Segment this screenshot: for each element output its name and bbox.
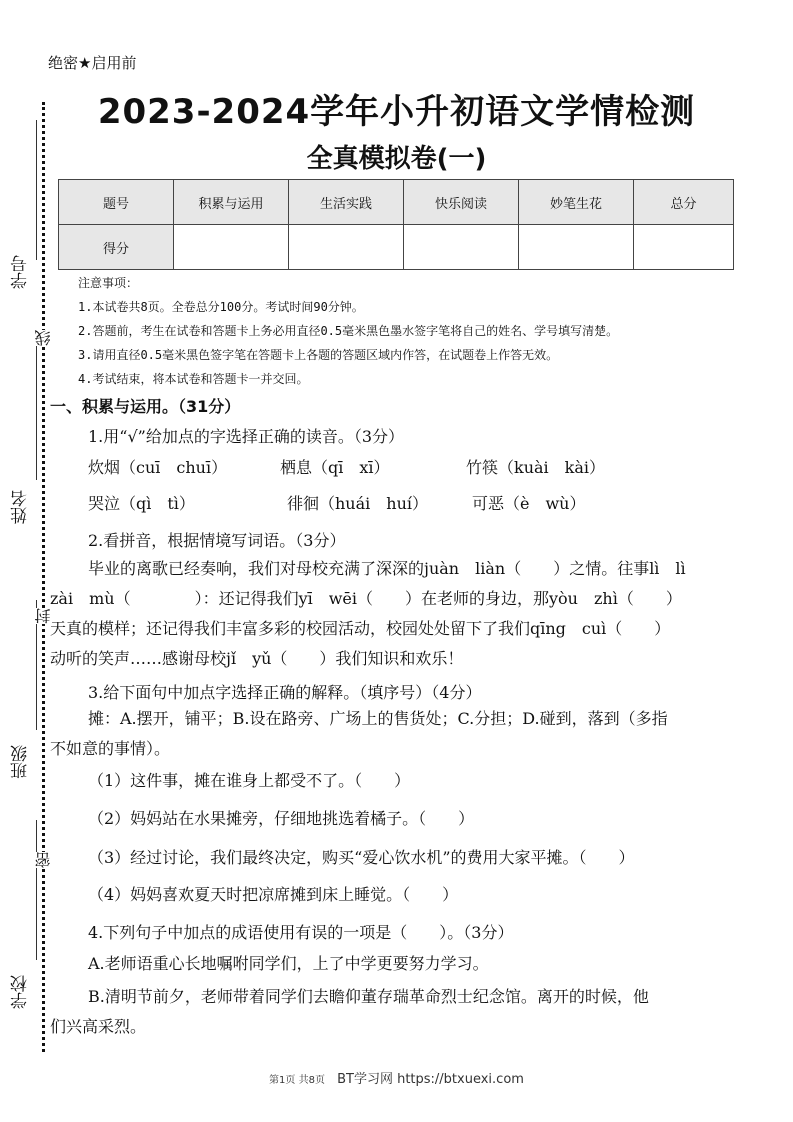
score-table-score-row <box>59 225 734 270</box>
q3-definitions-cont: 不如意的事情）。 <box>50 739 171 758</box>
q1-item: 可恶（è wù） <box>472 494 586 513</box>
q1-prompt: 1.用“√”给加点的字选择正确的读音。（3分） <box>88 427 405 446</box>
score-header-cell: 快乐阅读 <box>404 180 519 225</box>
secret-mark: 绝密★启用前 <box>48 54 137 72</box>
q1-item: 竹筷（kuài kài） <box>466 458 606 477</box>
score-table-header-row <box>59 180 734 225</box>
section-heading: 一、积累与运用。（31分） <box>50 397 241 416</box>
score-header-cell: 生活实践 <box>289 180 404 225</box>
score-table <box>58 179 734 270</box>
q1-item: 徘徊（huái huí） <box>287 494 428 513</box>
score-row-label: 得分 <box>59 225 174 270</box>
q2-line: 动听的笑声……感谢母校jǐ yǔ（ ）我们知识和欢乐！ <box>50 649 464 668</box>
score-header-cell: 积累与运用 <box>174 180 289 225</box>
q2-line: 毕业的离歌已经奏响，我们对母校充满了深深的juàn liàn（ ）之情。往事lì lì <box>88 559 686 578</box>
seal-word-line: 线 <box>34 330 53 346</box>
score-cell[interactable] <box>404 225 519 270</box>
score-cell[interactable] <box>634 225 734 270</box>
q3-item: （1）这件事，摊在谁身上都受不了。（ ） <box>88 771 411 790</box>
school-line <box>36 820 37 960</box>
score-header-cell: 妙笔生花 <box>519 180 634 225</box>
q3-item: （2）妈妈站在水果摊旁，仔细地挑选着橘子。（ ） <box>88 809 475 828</box>
note-item: 1.本试卷共8页。全卷总分100分。考试时间90分钟。 <box>78 300 364 314</box>
q3-prompt: 3.给下面句中加点字选择正确的解释。（填序号）（4分） <box>88 683 482 702</box>
page-title: 2023-2024学年小升初语文学情检测 <box>97 92 696 132</box>
q1-item: 炊烟（cuī chuī） <box>88 458 228 477</box>
notes-title: 注意事项： <box>78 276 139 290</box>
q4-prompt: 4.下列句子中加点的成语使用有误的一项是（ ）。（3分） <box>88 923 514 942</box>
q3-item: （3）经过讨论，我们最终决定，购买“爱心饮水机”的费用大家平摊。（ ） <box>88 848 635 867</box>
binding-dotted-line <box>42 102 45 1052</box>
q4-option-a: A.老师语重心长地嘱咐同学们，上了中学更要努力学习。 <box>88 954 489 973</box>
label-school: 学校 <box>11 975 31 1009</box>
score-cell[interactable] <box>519 225 634 270</box>
page-subtitle: 全真模拟卷(一) <box>306 144 487 174</box>
q2-line: zài mù（ ）：还记得我们yī wēi（ ）在老师的身边，那yòu zhì（ ） <box>50 589 682 608</box>
seal-word-secret: 密 <box>34 852 53 868</box>
note-item: 4.考试结束，将本试卷和答题卡一并交回。 <box>78 372 309 386</box>
q4-option-b-cont: 们兴高采烈。 <box>50 1017 147 1036</box>
page-footer <box>0 1068 793 1087</box>
score-header-cell: 题号 <box>59 180 174 225</box>
q3-definitions: 摊：A.摆开，铺平；B.设在路旁、广场上的售货处；C.分担；D.碰到，落到（多指 <box>88 709 668 728</box>
exam-notes <box>78 271 758 391</box>
label-name: 姓名 <box>11 490 31 524</box>
score-cell[interactable] <box>174 225 289 270</box>
label-student-id: 学号 <box>11 255 31 289</box>
seal-word-seal: 封 <box>34 608 53 624</box>
score-cell[interactable] <box>289 225 404 270</box>
page-number: 第1页 共8页 <box>269 1075 325 1086</box>
q3-item: （4）妈妈喜欢夏天时把凉席摊到床上睡觉。（ ） <box>88 885 459 904</box>
label-class: 班级 <box>11 745 31 779</box>
q1-item: 栖息（qī xī） <box>280 458 390 477</box>
score-header-cell: 总分 <box>634 180 734 225</box>
q2-line: 天真的模样；还记得我们丰富多彩的校园活动，校园处处留下了我们qīng cuì（ ） <box>50 619 671 638</box>
note-item: 3.请用直径0.5毫米黑色签字笔在答题卡上各题的答题区域内作答，在试题卷上作答无效。 <box>78 348 559 362</box>
q2-prompt: 2.看拼音，根据情境写词语。（3分） <box>88 531 346 550</box>
watermark-text: BT学习网 https://btxuexi.com <box>337 1072 524 1087</box>
name-line <box>36 340 37 480</box>
q4-option-b: B.清明节前夕，老师带着同学们去瞻仰董存瑞革命烈士纪念馆。离开的时候，他 <box>88 987 649 1006</box>
q1-item: 哭泣（qì tì） <box>88 494 195 513</box>
note-item: 2.答题前，考生在试卷和答题卡上务必用直径0.5毫米黑色墨水签字笔将自己的姓名、学号填写清楚。 <box>78 324 619 338</box>
